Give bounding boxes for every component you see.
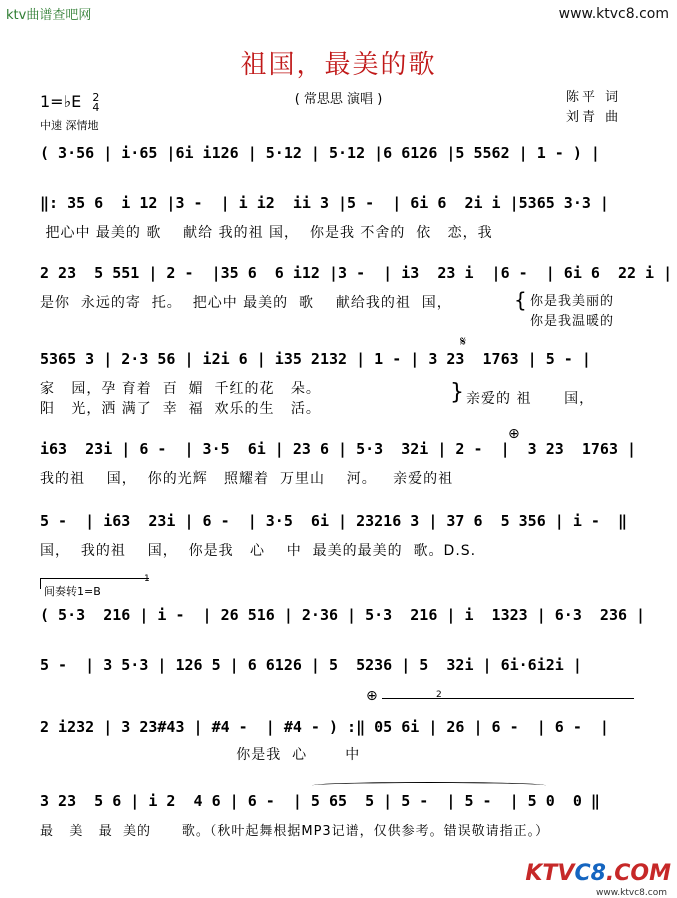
lyric-line-5: 我的祖 国， 你的光辉 照耀着 万里山 河。 亲爱的祖: [40, 471, 454, 487]
notation: 5365 3 | 2·3 56 | i2i 6 | i35 2132 | 1 - | 3 23 1763 | 5 - |: [40, 350, 591, 368]
lyric-line-6: 国， 我的祖 国， 你是我 心 中 最美的最美的 歌。D.S.: [40, 543, 477, 559]
notation: ( 5·3 216 | i - | 26 516 | 2·36 | 5·3 216 | i 1323 | 6·3 236 |: [40, 606, 646, 624]
notation: ‖: 35 6 i 12 |3 - | i i2 ii 3 |5 - | 6i 6 2i i |5365 3·3 |: [40, 194, 609, 212]
score-line-9: [40, 718, 646, 742]
lyric-line-4a: 家 园，孕 育着 百 媚 千红的花 朵。: [40, 381, 321, 397]
ktvc8-logo[interactable]: [525, 861, 671, 886]
key-label: 1=♭E: [40, 92, 82, 111]
alt-lyric-2: 你是我温暖的: [530, 314, 615, 329]
lyricist-credit: 陈平 词: [566, 90, 622, 105]
logo-part-b: C8: [574, 861, 606, 886]
notation: ( 3·56 | i·65 |6i i126 | 5·12 | 5·12 |6 6126 |5 5562 | 1 - ) |: [40, 144, 600, 162]
notation: 2 23 5 551 | 2 - |35 6 6 i12 |3 - | i3 23 i |6 - | 6i 6 22 i |: [40, 264, 673, 282]
notation: 5 - | 3 5·3 | 126 5 | 6 6126 | 5 5236 | 5 32i | 6i·6i2i |: [40, 656, 582, 674]
score-line-3: [40, 264, 673, 288]
volta-1-number: 1: [144, 574, 150, 584]
score-line-8: [40, 656, 646, 680]
site-name-left: ktv曲谱查吧网: [6, 8, 92, 23]
footer-url[interactable]: www.ktvc8.com: [596, 888, 667, 898]
lyric-line-9: 你是我 心 中: [40, 747, 361, 763]
score-line-7: [40, 606, 646, 630]
song-title: 祖国，最美的歌: [240, 50, 437, 80]
key-signature: [40, 92, 99, 113]
score-line-4: [40, 350, 646, 374]
brace-close: }: [450, 380, 464, 405]
lyric-line-10: 最 美 最 美的 歌。（秋叶起舞根据MP3记谱，仅供参考。错误敬请指正。）: [40, 824, 550, 839]
notation: i63 23i | 6 - | 3·5 6i | 23 6 | 5·3 32i | 2 - | 3 23 1763 |: [40, 440, 637, 458]
refrain-lyric: 亲爱的 祖 国，: [466, 391, 595, 407]
score-line-2: [40, 194, 646, 218]
tempo-marking: 中速 深情地: [40, 119, 99, 132]
time-bottom: 4: [92, 100, 100, 114]
alt-lyric-1: 你是我美丽的: [530, 294, 615, 309]
coda-sign-2: ⊕: [366, 688, 378, 704]
logo-part-a: KTV: [525, 861, 575, 886]
singer-credit: ( 常思思 演唱 ): [294, 92, 383, 107]
brace: {: [514, 288, 527, 312]
score-line-10: [40, 792, 646, 816]
interlude-label: 间奏转1=B: [44, 585, 101, 598]
score-line-1: [40, 144, 646, 168]
site-url-right[interactable]: www.ktvc8.com: [558, 6, 669, 22]
notation: 3 23 5 6 | i 2 4 6 | 6 - | 5 65 5 | 5 - | 5 - | 5 0 0 ‖: [40, 792, 600, 810]
volta-2-line: [382, 698, 634, 699]
time-signature: [92, 90, 100, 114]
score-line-5: [40, 440, 646, 464]
segno-sign: 𝄋: [460, 334, 467, 350]
coda-sign-1: ⊕: [508, 426, 520, 442]
lyric-line-3: 是你 永远的寄 托。 把心中 最美的 歌 献给我的祖 国，: [40, 295, 452, 311]
notation: 5 - | i63 23i | 6 - | 3·5 6i | 23216 3 | 37 6 5 356 | i - ‖: [40, 512, 627, 530]
lyric-line-2: 把心中 最美的 歌 献给 我的祖 国， 你是我 不舍的 依 恋，我: [40, 225, 493, 241]
lyric-line-4b: 阳 光，洒 满了 幸 福 欢乐的生 活。: [40, 401, 321, 417]
volta-2-number: 2: [436, 690, 442, 700]
logo-part-c: .COM: [605, 861, 671, 886]
time-top: 2: [92, 90, 100, 104]
long-tie: [312, 782, 546, 789]
notation: 2 i232 | 3 23#43 | #4 - | #4 - ) :‖ 05 6i | 26 | 6 - | 6 - |: [40, 718, 609, 736]
composer-credit: 刘青 曲: [566, 110, 622, 125]
score-line-6: [40, 512, 646, 536]
